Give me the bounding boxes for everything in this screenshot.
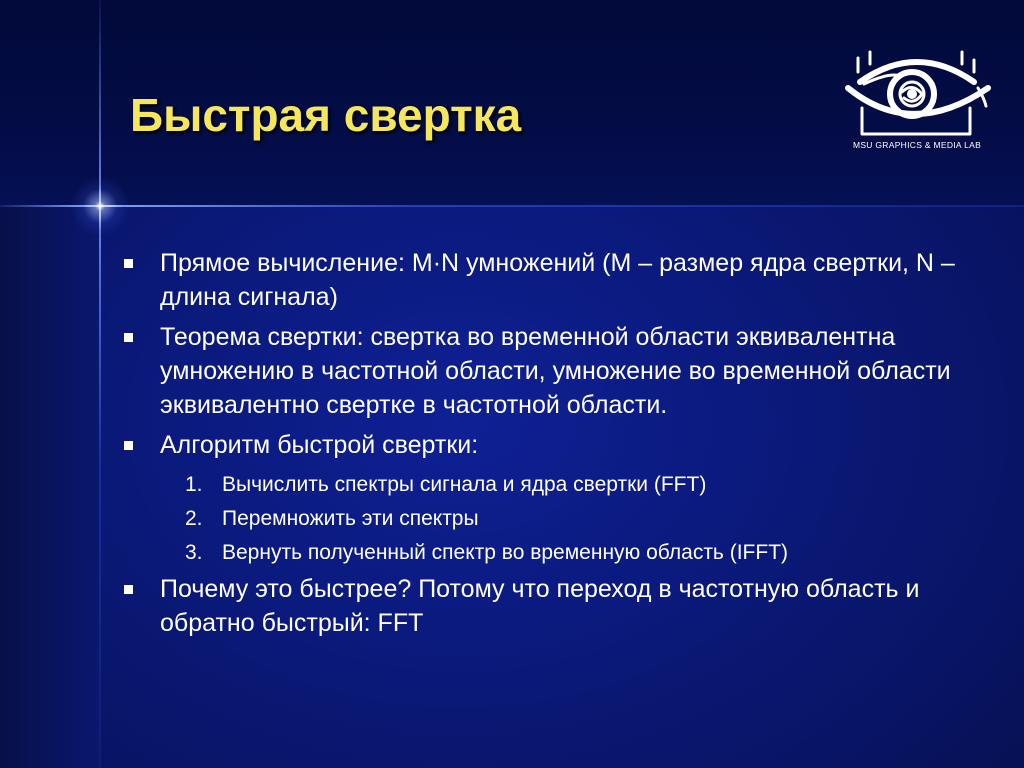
horizontal-divider [0, 205, 1024, 207]
step-number: 2. [185, 507, 203, 530]
msu-graphics-media-lab-logo [842, 48, 992, 158]
bullet-text: Прямое вычисление: M·N умножений (M – размер ядра свертки, N – длина сигнала) [160, 249, 955, 311]
left-band [0, 206, 100, 768]
vertical-divider [99, 0, 101, 768]
light-flare [70, 176, 130, 236]
algorithm-steps-list [122, 468, 1002, 570]
bullet-text: Алгоритм быстрой свертки: [160, 431, 479, 459]
step-text: Перемножить эти спектры [222, 507, 479, 530]
bullet-item [122, 572, 1002, 640]
bullet-text: Теорема свертки: свертка во временной области эквивалентна умножению в частотной области, умножение во временной области эквивалентно свертке в частотной области. [160, 323, 951, 419]
square-bullet-icon [124, 259, 133, 268]
step-number: 3. [185, 541, 203, 564]
square-bullet-icon [124, 333, 133, 342]
step-item [122, 536, 1002, 570]
step-item [122, 468, 1002, 502]
bullet-text: Почему это быстрее? Потому что переход в частотную область и обратно быстрый: FFT [160, 575, 920, 637]
eye-logo-icon [842, 48, 992, 140]
bullet-item [122, 428, 1002, 462]
step-text: Вернуть полученный спектр во временную область (IFFT) [222, 541, 789, 564]
bullet-item [122, 246, 1002, 314]
step-item [122, 502, 1002, 536]
slide-content [122, 246, 1002, 646]
step-text: Вычислить спектры сигнала и ядра свертки (FFT) [222, 473, 707, 496]
square-bullet-icon [124, 441, 133, 450]
step-number: 1. [185, 473, 203, 496]
square-bullet-icon [124, 585, 133, 594]
slide-title: Быстрая свертка [130, 89, 522, 141]
logo-caption: MSU GRAPHICS & MEDIA LAB [852, 140, 982, 150]
bullet-item [122, 320, 1002, 422]
